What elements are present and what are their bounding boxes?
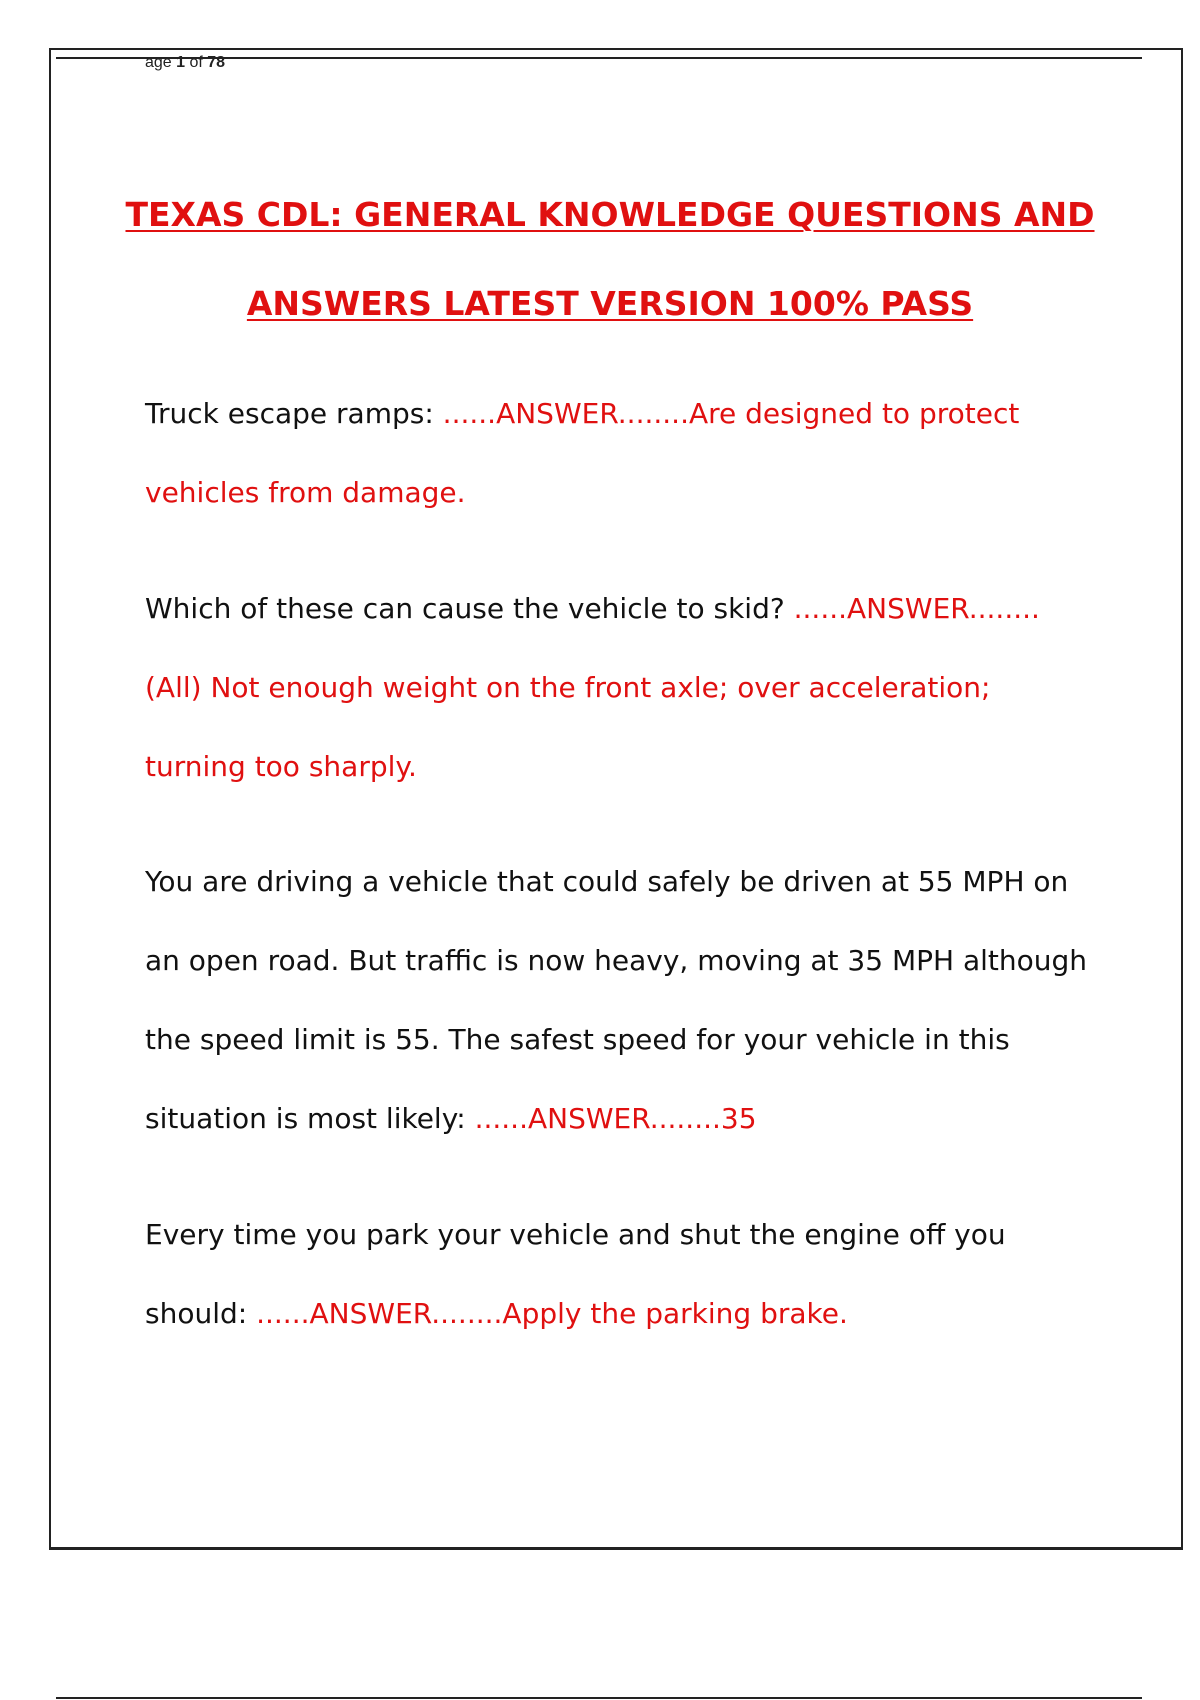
title-line-2: ANSWERS LATEST VERSION 100% PASS — [246, 284, 974, 323]
qa-item — [145, 1195, 1095, 1353]
page-prefix: age — [145, 54, 177, 71]
question-text: Truck escape ramps: — [145, 397, 443, 430]
question-text: You are driving a vehicle that could safely be driven at 55 MPH on an open road. But traffic is now heavy, moving at 35 MPH although the speed limit is 55. The safest speed for your vehicle in this situation is most likely: — [145, 865, 1088, 1135]
qa-item — [145, 842, 1095, 1158]
question-text: Every time you park your vehicle and shut the engine off you should: — [145, 1218, 1006, 1330]
question-text: Which of these can cause the vehicle to skid? — [145, 592, 794, 625]
answer-text: ......ANSWER........Are designed to protect vehicles from damage. — [145, 397, 1020, 509]
page-total: 78 — [207, 54, 226, 71]
answer-text: ......ANSWER........Apply the parking brake. — [256, 1297, 848, 1330]
document-title — [60, 170, 1160, 348]
page-number — [145, 54, 225, 72]
answer-text: ......ANSWER........(All) Not enough weight on the front axle; over acceleration; turning too sharply. — [145, 592, 1040, 783]
qa-item — [145, 374, 1095, 532]
answer-text: ......ANSWER........35 — [474, 1102, 757, 1135]
qa-item — [145, 569, 1095, 806]
bottom-rule — [56, 1697, 1142, 1699]
title-line-1: TEXAS CDL: GENERAL KNOWLEDGE QUESTIONS AND — [125, 195, 1095, 234]
page-current: 1 — [176, 54, 186, 71]
page-of: of — [185, 54, 208, 71]
